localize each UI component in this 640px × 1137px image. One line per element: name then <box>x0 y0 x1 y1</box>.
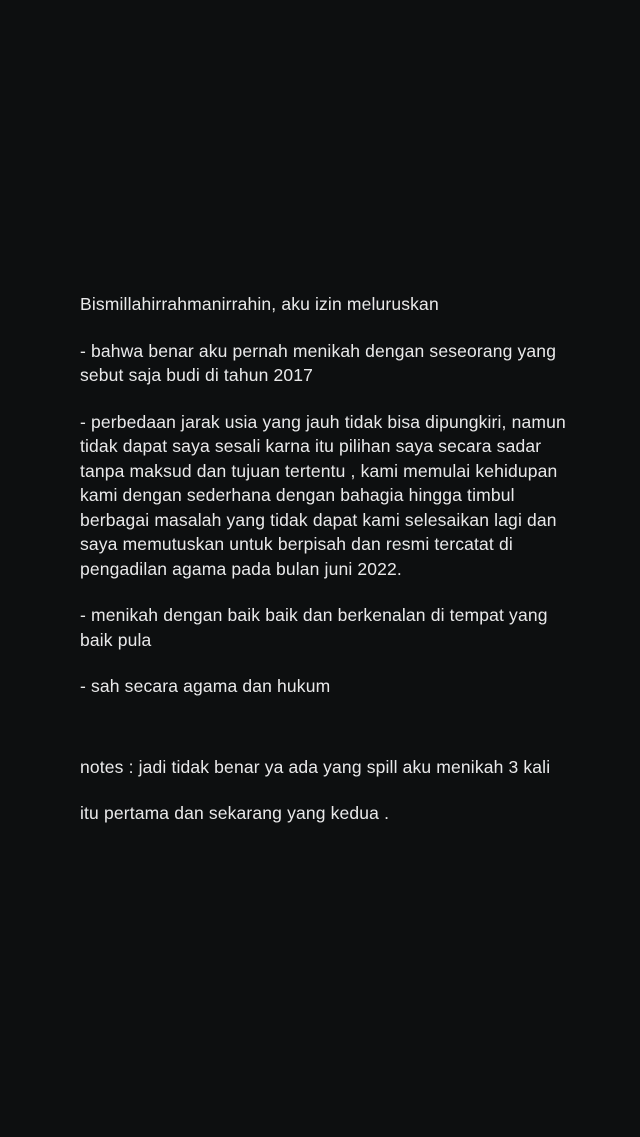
paragraph-point-1: - bahwa benar aku pernah menikah dengan seseorang yang sebut saja budi di tahun 2017 <box>80 340 562 385</box>
paragraph-notes: notes : jadi tidak benar ya ada yang spill aku menikah 3 kali <box>80 756 551 777</box>
paragraph-point-2: - perbedaan jarak usia yang jauh tidak bisa dipungkiri, namun tidak dapat saya sesali karna itu pilihan saya secara sadar tanpa maksud dan tujuan tertentu , kami memulai kehidupan kami dengan sederhana dengan bahagia hingga timbul berbagai masalah yang tidak dapat kami selesaikan lagi dan saya memutuskan untuk berpisah dan resmi tercatat di pengadilan agama pada bulan juni 2022. <box>80 411 571 579</box>
paragraph-point-4: - sah secara agama dan hukum <box>80 676 331 696</box>
paragraph-closing: itu pertama dan sekarang yang kedua . <box>80 803 390 823</box>
story-text-block <box>80 292 585 826</box>
paragraph-opening: Bismillahirrahmanirrahin, aku izin meluruskan <box>80 294 439 314</box>
paragraph-point-3: - menikah dengan baik baik dan berkenalan di tempat yang baik pula <box>80 605 553 650</box>
